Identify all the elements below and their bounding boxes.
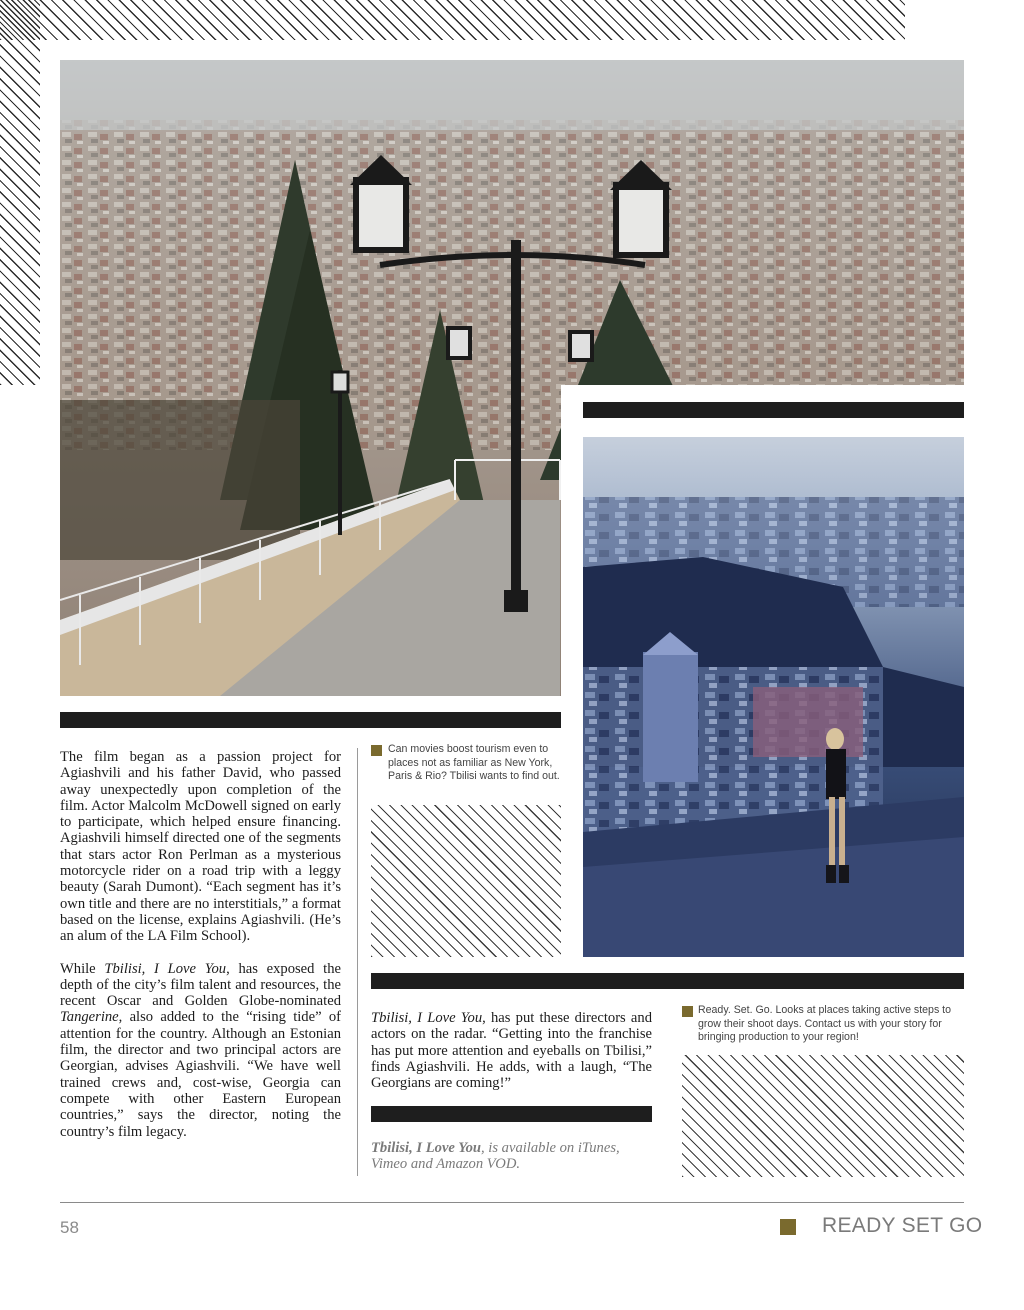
- film-title-2: Tbilisi, I Love You: [371, 1010, 483, 1026]
- column-divider: [357, 748, 358, 1176]
- availability-title: Tbilisi, I Love You: [371, 1140, 481, 1156]
- caption-hatch-box: [371, 805, 561, 957]
- magazine-brand: READY SET GO: [822, 1214, 983, 1237]
- film-title: Tbilisi, I Love You: [104, 960, 227, 977]
- availability-bar: [371, 1106, 652, 1122]
- promo-square-icon: [682, 1006, 693, 1017]
- paragraph-3-rest: , has put these directors and actors on the radar. “Getting into the franchise has put more attention and eyeballs on Tbilisi,” finds Agiashvili. He adds, with a laugh, “The Georgians are coming!”: [371, 1010, 652, 1092]
- inset-photo: [583, 437, 964, 957]
- promo-hatch-box: [682, 1055, 964, 1177]
- paragraph-2-end: , also added to the “rising tide” of attention for the country. Although an Estonian film, the director and two principal actors are Georgian, advises Agiashvili. “We have well trained crews and, cost-wise, Georgia can compete with other Eastern European countries,” says the director, noting the country’s film legacy.: [60, 1009, 341, 1140]
- paragraph-2: [60, 961, 341, 1140]
- page-number: 58: [60, 1218, 79, 1237]
- paragraph-2-lead: While: [60, 960, 105, 977]
- paragraph-3: [371, 1010, 652, 1091]
- brand-square-icon: [780, 1219, 796, 1235]
- inset-top-bar: [583, 402, 964, 418]
- column-2-text: [371, 1010, 652, 1091]
- paragraph-2-mid: , has exposed the depth of the city’s film talent and resources, the recent Oscar and Golden Globe-nominated: [60, 960, 341, 1010]
- photo-caption: Can movies boost tourism even to places not as familiar as New York, Paris & Rio? Tbilisi wants to find out.: [388, 743, 560, 783]
- footer-rule: [60, 1202, 964, 1203]
- left-hatch-decoration: [0, 0, 40, 385]
- availability-rest: , is available on iTunes, Vimeo and Amazon VOD.: [371, 1140, 620, 1173]
- mid-bar: [371, 973, 964, 989]
- film-title-tangerine: Tangerine: [60, 1009, 119, 1026]
- caption-square-icon: [371, 745, 382, 756]
- availability-note: [371, 1140, 652, 1173]
- paragraph-1: The film began as a passion project for Agiashvili and his father David, who passed away unexpectedly upon completion of the film. Actor Malcolm McDowell signed on early to participate, which helped ensure financing. Agiashvili himself directed one of the segments that stars actor Ron Perlman as a mysterious motorcycle rider on a road trip with a leggy beauty (Sarah Dumont). “Each segment has it’s own title and there are no interstitials,” a format based on the license, explains Agiashvili. (He’s an alum of the LA Film School).: [60, 749, 341, 945]
- night-city-photo: [583, 437, 964, 957]
- main-photo-caption-bar: [60, 712, 561, 728]
- column-1-text: [60, 749, 341, 1140]
- promo-caption: Ready. Set. Go. Looks at places taking active steps to grow their shoot days. Contact us with your story for bringing production to your region!: [698, 1004, 952, 1044]
- top-hatch-decoration: [0, 0, 905, 40]
